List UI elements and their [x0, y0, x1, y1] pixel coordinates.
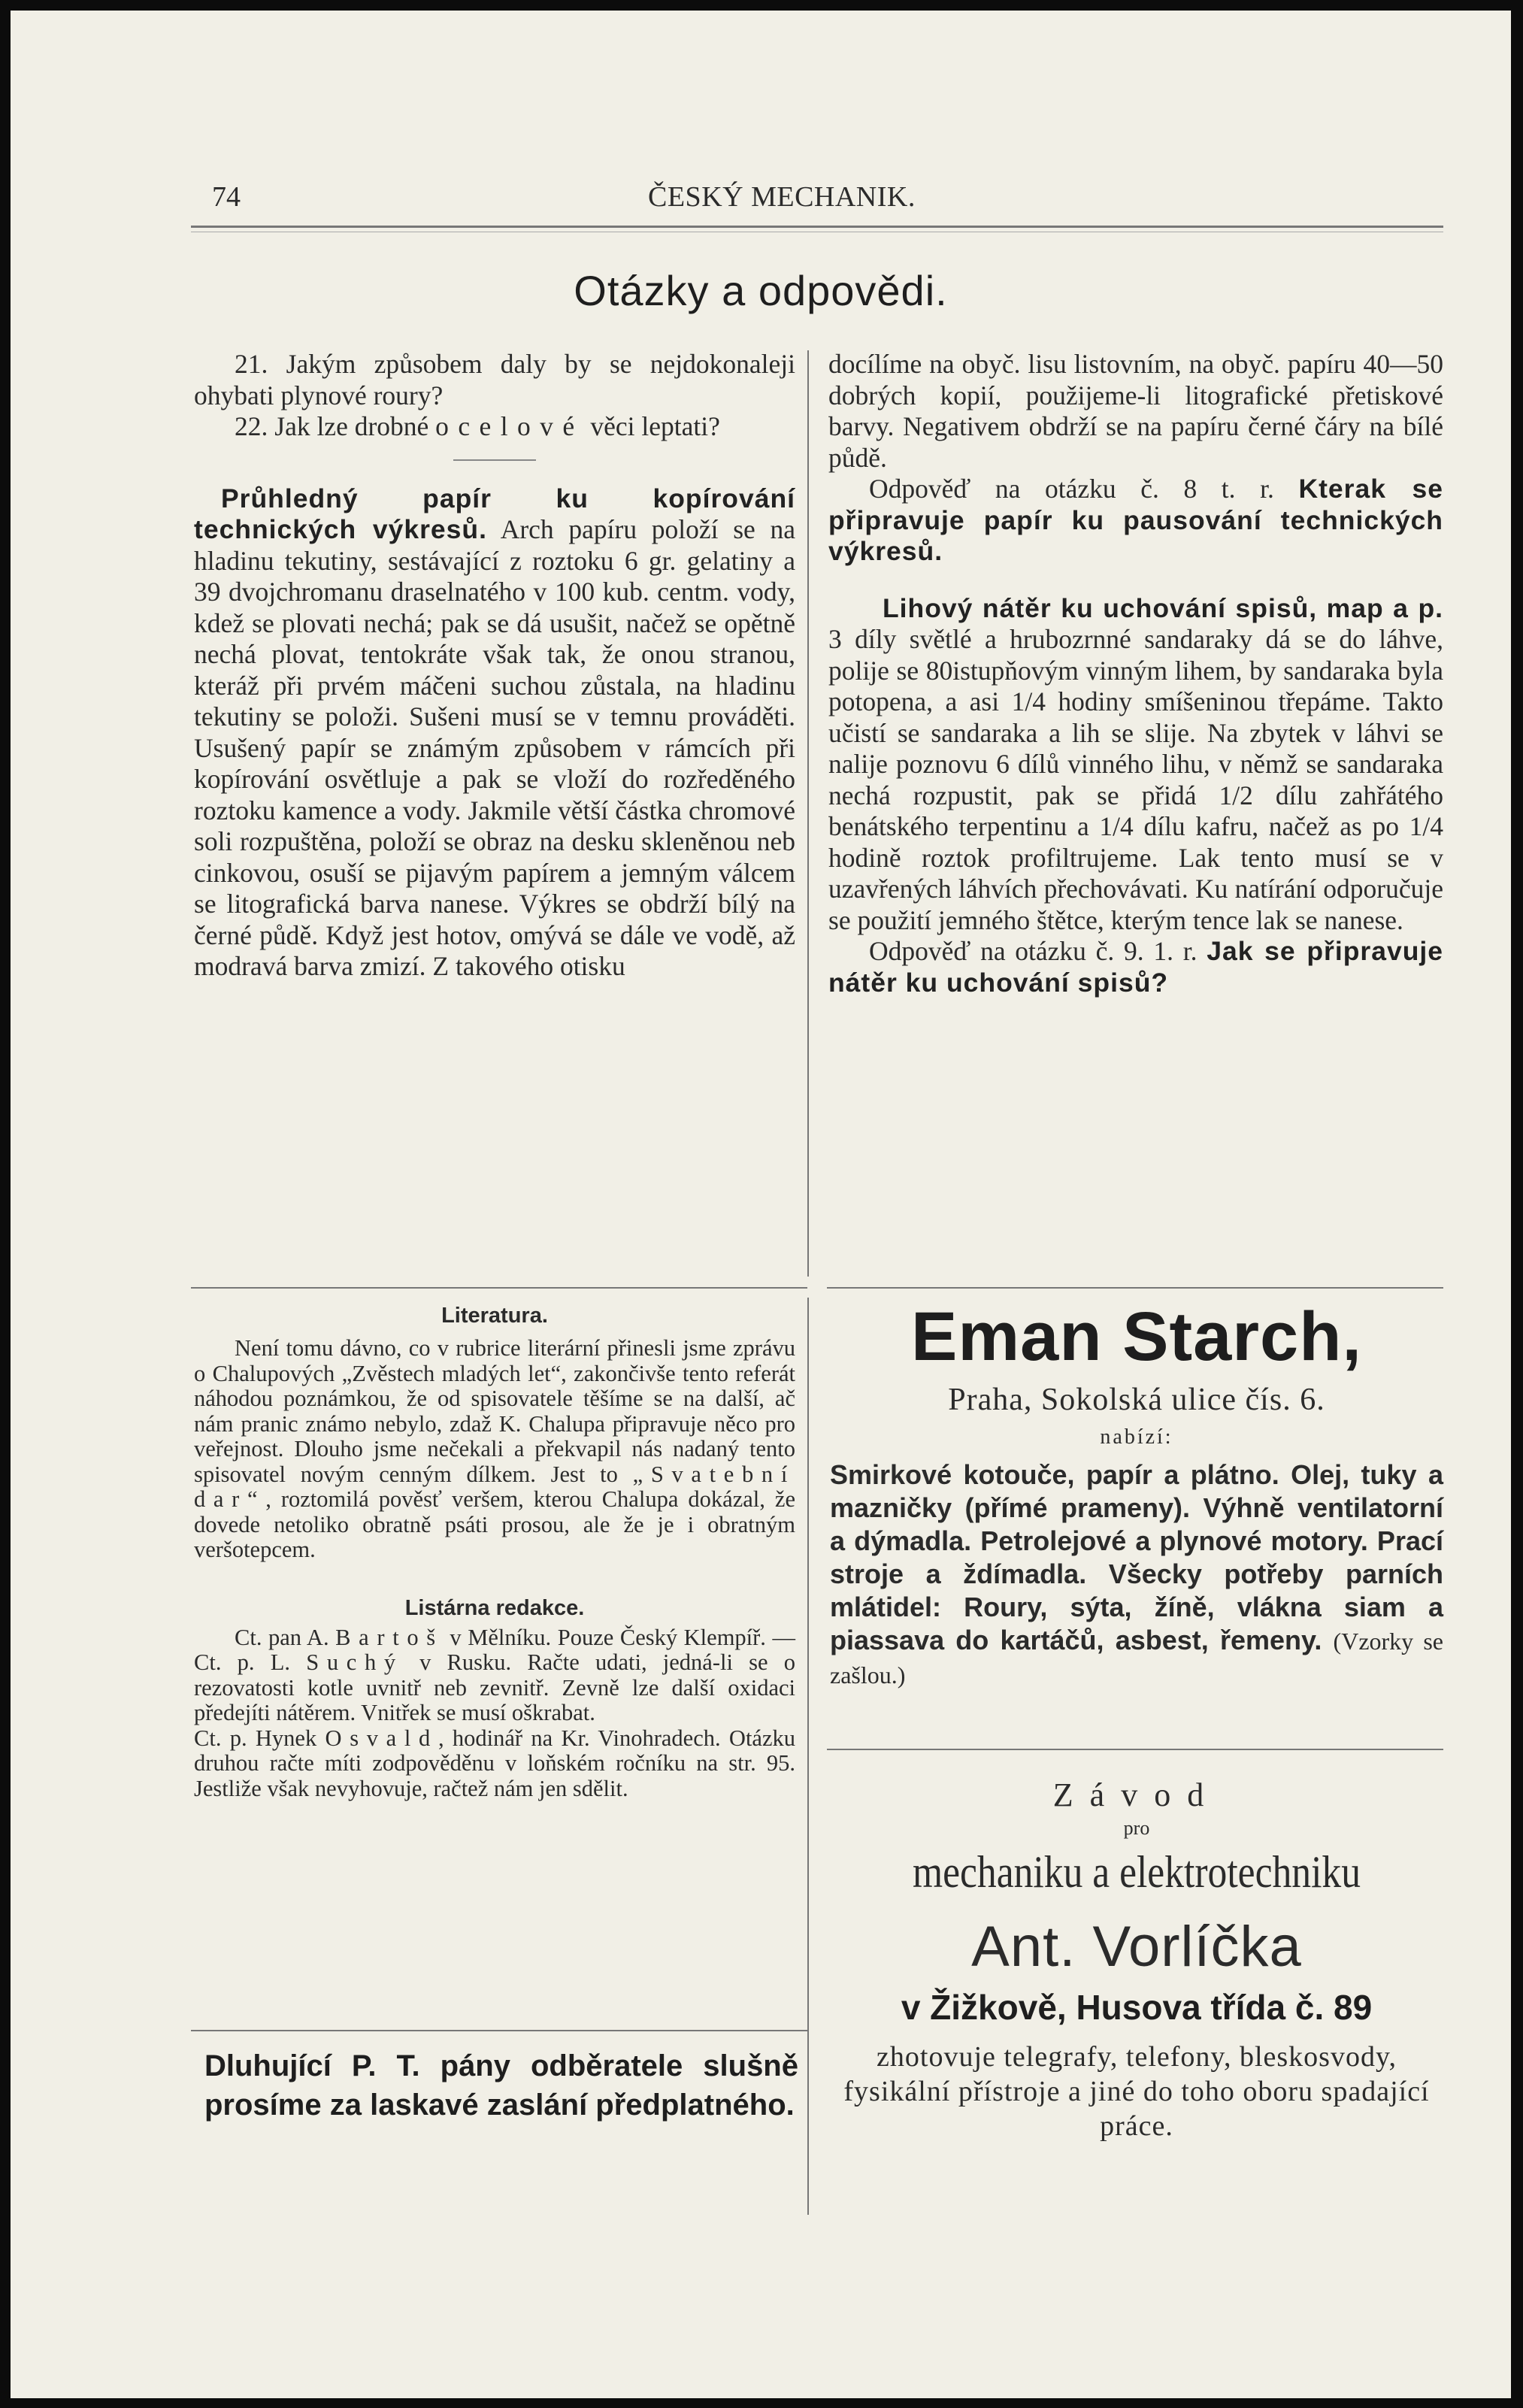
running-title: ČESKÝ MECHANIK. [648, 181, 916, 213]
fraction-quarter: 1/4 [1011, 686, 1046, 716]
ad-samples: (Vzorky se zašlou.) [830, 1628, 1444, 1689]
ad-vorlicka [830, 1776, 1443, 2143]
ad-text: zhotovuje telegrafy, telefony, bleskosvody, fysikální přístroje a jiné do toho oboru spadající práce. [843, 2041, 1430, 2142]
literatura-text: Není tomu dávno, co v rubrice literární přinesli jsme zprávu o Chalupových „Zvěstech mladých let“, zakončivše tento referát náhodou poznámkou, že od spisovatele těšíme se na další, ač nám pranic známo nebylo, zdaž K. Chalupa připravuje něco pro veřejnost. Dlouho jsme nečekali a překvapil nás nadaný tento spisovatel novým cenným dílkem. Jest to „Svatební dar“, roztomilá pověsť veršem, kterou Chalupa dokázal, že dovede netoliko obratně psáti prosou, ale že je i obratným veršotepcem. [194, 1335, 795, 1562]
ad-offers: nabízí: [1100, 1425, 1173, 1449]
column-divider-lower [807, 1298, 809, 2215]
ad-zavod: Závod [1052, 1776, 1221, 1813]
fraction-half: 1/2 [1219, 780, 1253, 810]
notice-rule [191, 2030, 807, 2031]
ad-pro: pro [1123, 1817, 1150, 1839]
listarna-entry-1: Ct. pan A. Bartoš v Mělníku. Pouze Český Klempíř. — Ct. p. L. Suchý v Rusku. Račte udati, jedná-li se o rezovatosti kotle uvnitř neb zevnitř. Zevně lze další oxidaci předejíti nátěrem. Vnitřek se musí oškrabat. [194, 1624, 796, 1725]
listarna-heading: Listárna redakce. [404, 1595, 585, 1620]
newspaper-page [11, 11, 1511, 2398]
article-heading: Průhledný papír ku kopírování technických výkresů. [194, 483, 795, 544]
article-kopirovani: Průhledný papír ku kopírování technických výkresů. Arch papíru položí se na hladinu tekutiny, sestávající z roztoku 6 gr. gelatiny a 39 dvojchromanu draselnatého v 100 kub. centm. vody, kdež se plovati nechá; pak se dá usušit, načež se opětně nechá plovat, tentokráte však tak, že onou stranou, kteráž při prvém máčeni suchou zůstala, na hladinu tekutiny se položi. Sušeni musí se v temnu prováděti. Usušený papír se známým způsobem v rámcích při kopírování osvětluje a pak se vloží do rozředěného roztoku kamence a vody. Jakmile větší částka chromové soli rozpuštěna, položí se obraz na desku skleněnou neb cinkovou, osuší se pijavým papírem a jemným válcem se litografická barva nanese. Výkres se obdrží bílý na černé půdě. Když jest hotov, omývá se dále ve vodě, až modravá barva zmizí. Z takového otisku [194, 483, 795, 981]
ad-company-name: Eman Starch, [911, 1298, 1362, 1375]
question-22: 22. Jak lze drobné ocelové věci leptati? [235, 411, 720, 441]
fraction-quarter: 1/4 [1099, 811, 1134, 841]
literatura-heading: Literatura. [441, 1304, 548, 1328]
subscription-notice: Dluhující P. T. pány odběratele slušně prosíme za laskavé zaslání předplatného. [204, 2049, 798, 2122]
page-number: 74 [212, 181, 241, 213]
fraction-quarter: 1/4 [1409, 811, 1444, 841]
section-title: Otázky a odpovědi. [574, 267, 948, 314]
header-rule [191, 226, 1443, 228]
ad-goods: Smirkové kotouče, papír a plátno. Olej, tuky a mazničky (přímé prameny). Výhně ventilatorní a dýmadla. Petrolejové a plynové motory. Prací stroje a ždímadla. Všecky potřeby parních mlátidel: Roury, sýta, žíně, vlákna siam a piassava do kartáčů, asbest, řemeny. (Vzorky se zašlou.) [830, 1459, 1444, 1689]
ad-name: Ant. Vorlíčka [971, 1915, 1302, 1979]
left-column [194, 349, 795, 983]
ad-separator [827, 1749, 1443, 1750]
ad-field: mechaniku a elektrotechniku [912, 1847, 1361, 1897]
ad-address: v Žižkově, Husova třída č. 89 [901, 1988, 1373, 2027]
literatura-section [194, 1304, 795, 1801]
answer-8: Odpověď na otázku č. 8 t. r. Kterak se připravuje papír ku pausování technických výkresů. [828, 474, 1444, 566]
listarna-entry-2: Ct. p. Hynek Osvald, hodinář na Kr. Vinohradech. Otázku druhou račte míti zodpověděnu v loňském ročníku na str. 95. Jestliže však nevyhovuje, račtež nám jen sdělit. [194, 1725, 795, 1801]
column-divider [807, 350, 809, 1277]
article-lihovy-nater: Lihový nátěr ku uchování spisů, map a p. 3 díly světlé a hrubozrnné sandaraky dá se do láhve, polije se 80istupňovým vinným lihem, by sandaraka byla potopena, a asi 1/4 hodiny smíšeninou třepáme. Takto učistí se sandaraka a lih se slije. Na zbytek v láhvi se nalije poznovu 6 dílů vinného lihu, v němž se sandaraka nechá rozpustit, pak se přidá 1/2 dílu zahřátého benátského terpentinu a 1/4 dílu kafru, načež as po 1/4 hodině roztok profiltrujeme. Lak tento musí se v uzavřených láhvích přechovávati. Ku natírání odporučuje se použití jemného štětce, kterým tence lak se nanese. [828, 592, 1444, 935]
article-continuation: docílíme na obyč. lisu listovním, na obyč. papíru 40—50 dobrých kopií, použijeme-li litografické přetiskové barvy. Negativem obdrží se na papíru černé čáry na bílé půdě. [828, 349, 1443, 473]
answer-9: Odpověď na otázku č. 9. 1. r. Jak se připravuje nátěr ku uchování spisů? [828, 936, 1443, 998]
section-rule-left [191, 1287, 807, 1289]
short-rule [453, 459, 536, 461]
question-21: 21. Jakým způsobem daly by se nejdokonaleji ohybati plynové roury? [194, 349, 795, 410]
section-rule-right [827, 1287, 1443, 1289]
right-column [828, 349, 1443, 998]
ad-address: Praha, Sokolská ulice čís. 6. [948, 1383, 1325, 1417]
ad-eman-starch [830, 1296, 1443, 1692]
article-heading: Lihový nátěr ku uchování spisů, map a p. [883, 592, 1443, 623]
